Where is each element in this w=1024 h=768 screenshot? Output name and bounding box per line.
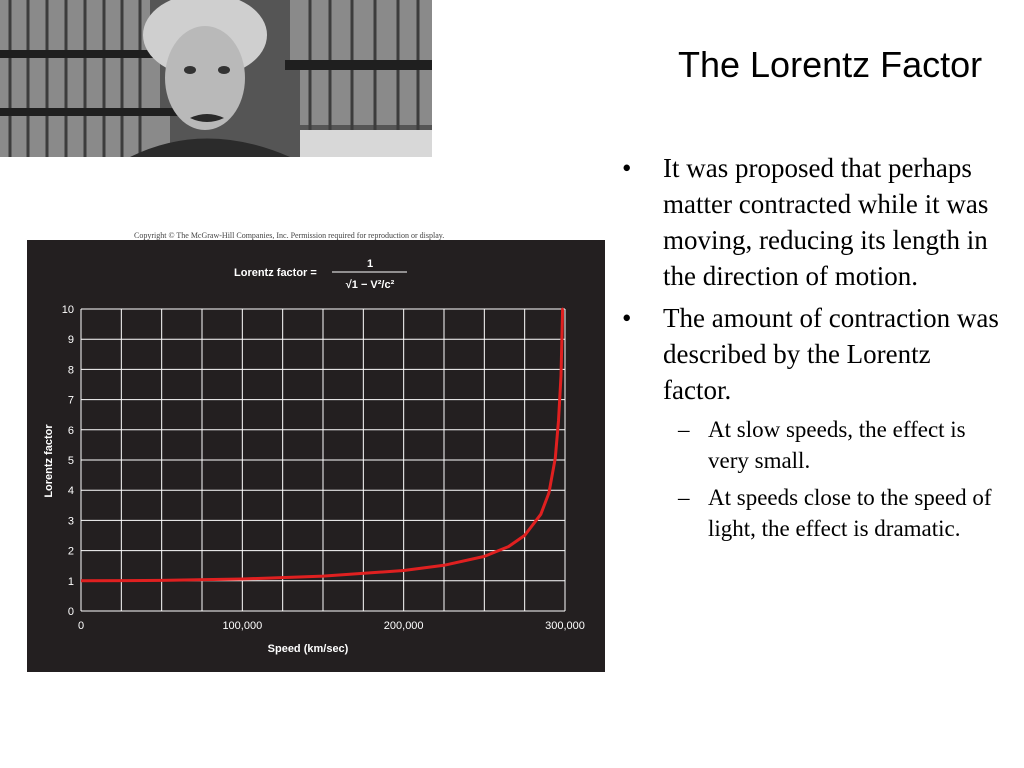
- x-tick-label: 300,000: [545, 620, 585, 632]
- y-tick-label: 9: [67, 334, 74, 347]
- bullet-text: The amount of contraction was described by the Lorentz factor.: [663, 303, 999, 405]
- y-tick-label: 0: [67, 606, 74, 618]
- bullet-text: It was proposed that perhaps matter contracted while it was moving, reducing its length in the direction of motion.: [663, 153, 989, 291]
- chart-title: Lorentz factor =: [234, 267, 317, 279]
- y-tick-label: 10: [61, 304, 74, 316]
- y-tick-label: 7: [67, 394, 74, 407]
- y-tick-label: 5: [67, 455, 74, 467]
- chart-svg: [27, 240, 605, 672]
- sub-bullet-text: At speeds close to the speed of light, the effect is dramatic.: [708, 485, 992, 541]
- x-axis-ticks: [78, 620, 585, 632]
- bullet-item: [622, 150, 1002, 294]
- y-tick-label: 4: [67, 485, 74, 498]
- dash-icon: –: [678, 417, 690, 442]
- bullet-list: [622, 150, 1002, 550]
- x-tick-label: 100,000: [222, 620, 263, 632]
- copyright-notice: Copyright © The McGraw-Hill Companies, Inc. Permission required for reproduction or display.: [134, 231, 445, 240]
- x-axis-label: Speed (km/sec): [267, 643, 349, 655]
- formula-denominator: √1 − V²/c²: [345, 279, 395, 291]
- y-axis-label: Lorentz factor: [43, 424, 55, 498]
- x-tick-label: 200,000: [383, 620, 424, 632]
- bullet-item: [622, 300, 1002, 408]
- slide-title: The Lorentz Factor: [678, 44, 983, 85]
- bullet-dot-icon: •: [622, 153, 632, 183]
- y-tick-label: 2: [67, 545, 74, 558]
- chart-grid: [81, 309, 565, 611]
- photo-illustration: [0, 0, 432, 157]
- dash-icon: –: [678, 485, 690, 510]
- y-tick-label: 6: [67, 424, 74, 437]
- sub-bullet-item: [622, 482, 1002, 544]
- y-tick-label: 1: [67, 575, 74, 588]
- bullet-dot-icon: •: [622, 303, 632, 333]
- y-tick-label: 8: [67, 364, 74, 377]
- formula-numerator: 1: [366, 258, 374, 270]
- y-tick-label: 3: [67, 515, 74, 528]
- chart-formula: [234, 258, 407, 291]
- lorentz-chart: [27, 240, 605, 672]
- x-tick-label: 0: [77, 620, 85, 632]
- series-line: [81, 309, 563, 581]
- portrait-photo: [0, 0, 432, 157]
- y-axis-ticks: [62, 304, 74, 618]
- sub-bullet-item: [622, 414, 1002, 476]
- sub-bullet-text: At slow speeds, the effect is very small.: [708, 417, 966, 473]
- chart-series: [81, 309, 563, 581]
